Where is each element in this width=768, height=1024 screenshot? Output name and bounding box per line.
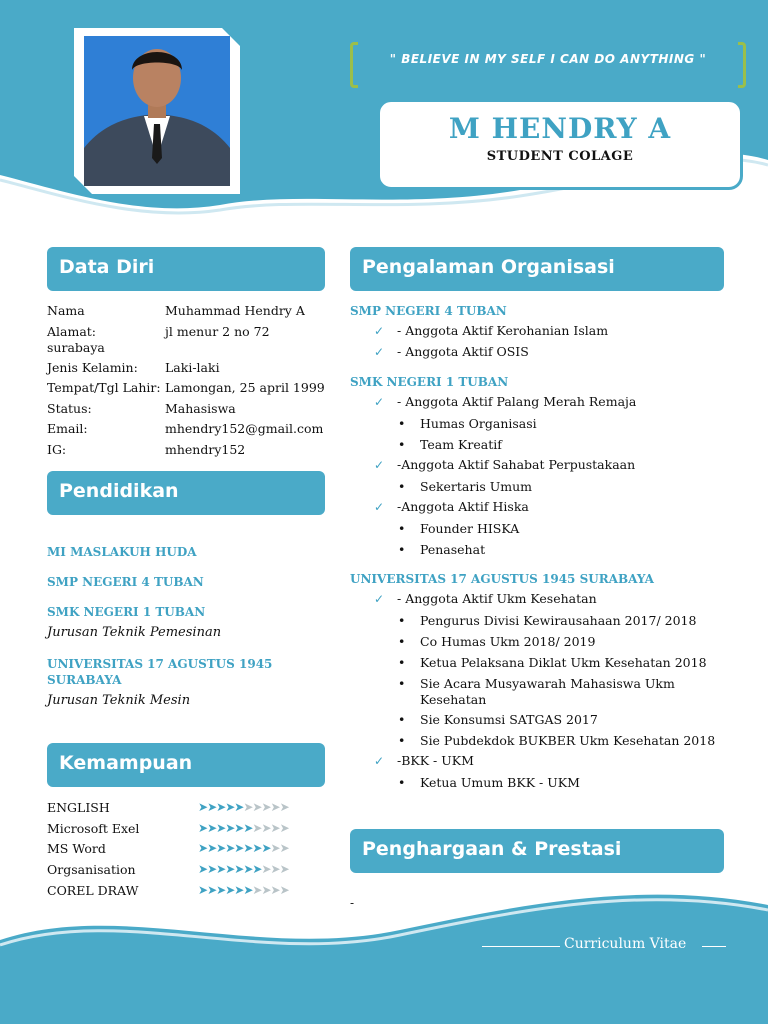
skill-row bbox=[47, 800, 317, 820]
bullet-icon: • bbox=[398, 416, 406, 431]
chevron-right-icon: ➤ bbox=[216, 862, 226, 876]
org-bullet-item: • Sie Pubdekdok BUKBER Ukm Kesehatan 2018 bbox=[398, 733, 716, 748]
info-row-ig bbox=[47, 442, 337, 463]
org-bullet-item: • Co Humas Ukm 2018/ 2019 bbox=[398, 634, 596, 649]
check-icon: ✓ bbox=[374, 500, 385, 514]
bullet-icon: • bbox=[398, 634, 406, 649]
bullet-icon: • bbox=[398, 437, 406, 452]
info-label: Status: bbox=[47, 400, 92, 416]
edu-major: Jurusan Teknik Mesin bbox=[47, 693, 191, 708]
skill-level-bar bbox=[198, 883, 289, 897]
chevron-right-icon: ➤ bbox=[279, 862, 289, 876]
info-value: jl menur 2 no 72 bbox=[165, 323, 270, 339]
skill-row bbox=[47, 821, 317, 841]
chevron-right-icon: ➤ bbox=[243, 883, 253, 897]
chevron-right-icon: ➤ bbox=[216, 883, 226, 897]
org-bullet-item: • Sie Konsumsi SATGAS 2017 bbox=[398, 712, 598, 727]
chevron-right-icon: ➤ bbox=[216, 841, 226, 855]
chevron-right-icon: ➤ bbox=[198, 821, 208, 835]
bullet-icon: • bbox=[398, 479, 406, 494]
chevron-right-icon: ➤ bbox=[234, 800, 244, 814]
chevron-right-icon: ➤ bbox=[279, 841, 289, 855]
chevron-right-icon: ➤ bbox=[225, 862, 235, 876]
section-organisasi: Pengalaman Organisasi bbox=[350, 247, 724, 291]
motto-text: " BELIEVE IN MY SELF I CAN DO ANYTHING " bbox=[389, 52, 707, 66]
org-check-item: ✓ -BKK - UKM bbox=[374, 753, 474, 768]
chevron-right-icon: ➤ bbox=[261, 883, 271, 897]
info-row-alamat bbox=[47, 324, 337, 360]
edu-school: SMP NEGERI 4 TUBAN bbox=[47, 575, 204, 589]
chevron-right-icon: ➤ bbox=[234, 862, 244, 876]
role-title: STUDENT COLAGE bbox=[486, 149, 634, 164]
skill-row bbox=[47, 862, 317, 882]
chevron-right-icon: ➤ bbox=[198, 800, 208, 814]
left-bracket bbox=[350, 42, 358, 88]
info-value: Mahasiswa bbox=[165, 400, 236, 416]
chevron-right-icon: ➤ bbox=[207, 841, 217, 855]
org-school: SMK NEGERI 1 TUBAN bbox=[350, 375, 509, 389]
org-school: UNIVERSITAS 17 AGUSTUS 1945 SURABAYA bbox=[350, 572, 654, 586]
org-bullet-item: • Sie Acara Musyawarah Mahasiswa Ukm Kesehatan bbox=[398, 676, 675, 707]
org-bullet-item: • Ketua Pelaksana Diklat Ukm Kesehatan 2018 bbox=[398, 655, 707, 670]
chevron-right-icon: ➤ bbox=[243, 862, 253, 876]
org-bullet-item: • Humas Organisasi bbox=[398, 416, 537, 431]
skill-level-bar bbox=[198, 800, 289, 814]
edu-school: UNIVERSITAS 17 AGUSTUS 1945 SURABAYA bbox=[47, 657, 273, 687]
org-check-item: ✓ -Anggota Aktif Sahabat Perpustakaan bbox=[374, 457, 636, 472]
org-bullet-item: • Ketua Umum BKK - UKM bbox=[398, 775, 580, 790]
bullet-icon: • bbox=[398, 521, 406, 536]
info-label: Alamat: bbox=[47, 323, 97, 339]
info-value: mhendry152 bbox=[165, 441, 246, 457]
skill-level-bar bbox=[198, 862, 289, 876]
chevron-right-icon: ➤ bbox=[198, 841, 208, 855]
chevron-right-icon: ➤ bbox=[207, 883, 217, 897]
bullet-icon: • bbox=[398, 676, 406, 691]
footer-text: Curriculum Vitae bbox=[564, 936, 687, 952]
chevron-right-icon: ➤ bbox=[234, 841, 244, 855]
motto-box bbox=[350, 42, 746, 88]
chevron-right-icon: ➤ bbox=[261, 862, 271, 876]
chevron-right-icon: ➤ bbox=[252, 841, 262, 855]
info-row-ttl bbox=[47, 380, 337, 401]
edu-item bbox=[47, 656, 287, 708]
check-icon: ✓ bbox=[374, 395, 385, 409]
info-row-jk bbox=[47, 360, 337, 381]
skill-name: Orgsanisation bbox=[47, 862, 136, 877]
chevron-right-icon: ➤ bbox=[234, 883, 244, 897]
section-data-diri: Data Diri bbox=[47, 247, 325, 291]
edu-item bbox=[47, 544, 337, 560]
skill-level-bar bbox=[198, 841, 289, 855]
personal-info bbox=[47, 303, 337, 462]
bullet-icon: • bbox=[398, 613, 406, 628]
org-check-item: ✓ - Anggota Aktif Ukm Kesehatan bbox=[374, 591, 597, 606]
organisation-list bbox=[350, 302, 730, 794]
chevron-right-icon: ➤ bbox=[198, 883, 208, 897]
chevron-right-icon: ➤ bbox=[279, 821, 289, 835]
info-value-city: surabaya bbox=[47, 339, 105, 355]
chevron-right-icon: ➤ bbox=[216, 800, 226, 814]
chevron-right-icon: ➤ bbox=[270, 821, 280, 835]
chevron-right-icon: ➤ bbox=[279, 883, 289, 897]
org-check-item: ✓ - Anggota Aktif Palang Merah Remaja bbox=[374, 394, 637, 409]
skill-row bbox=[47, 883, 317, 903]
info-label: Tempat/Tgl Lahir: bbox=[47, 380, 161, 395]
skill-name: ENGLISH bbox=[47, 800, 110, 815]
info-value: Lamongan, 25 april 1999 bbox=[165, 380, 325, 395]
check-icon: ✓ bbox=[374, 458, 385, 472]
org-check-item: ✓ - Anggota Aktif Kerohanian Islam bbox=[374, 323, 609, 338]
org-check-item: ✓ -Anggota Aktif Hiska bbox=[374, 499, 529, 514]
bullet-icon: • bbox=[398, 733, 406, 748]
info-row-email bbox=[47, 421, 337, 442]
right-bracket bbox=[738, 42, 746, 88]
prestasi-content: - bbox=[350, 896, 355, 910]
chevron-right-icon: ➤ bbox=[243, 841, 253, 855]
check-icon: ✓ bbox=[374, 592, 385, 606]
chevron-right-icon: ➤ bbox=[234, 821, 244, 835]
chevron-right-icon: ➤ bbox=[225, 800, 235, 814]
chevron-right-icon: ➤ bbox=[270, 883, 280, 897]
chevron-right-icon: ➤ bbox=[270, 841, 280, 855]
chevron-right-icon: ➤ bbox=[243, 821, 253, 835]
edu-school: MI MASLAKUH HUDA bbox=[47, 545, 197, 559]
section-prestasi: Penghargaan & Prestasi bbox=[350, 829, 724, 873]
footer-line-left bbox=[482, 946, 560, 947]
chevron-right-icon: ➤ bbox=[198, 862, 208, 876]
profile-photo bbox=[74, 28, 240, 194]
skill-level-bar bbox=[198, 821, 289, 835]
chevron-right-icon: ➤ bbox=[207, 862, 217, 876]
chevron-right-icon: ➤ bbox=[261, 821, 271, 835]
check-icon: ✓ bbox=[374, 754, 385, 768]
chevron-right-icon: ➤ bbox=[207, 821, 217, 835]
skill-row bbox=[47, 841, 317, 861]
edu-major: Jurusan Teknik Pemesinan bbox=[47, 625, 222, 640]
org-bullet-item: • Penasehat bbox=[398, 542, 486, 557]
org-school: SMP NEGERI 4 TUBAN bbox=[350, 304, 507, 318]
org-bullet-item: • Founder HISKA bbox=[398, 521, 520, 536]
edu-school: SMK NEGERI 1 TUBAN bbox=[47, 605, 206, 619]
org-bullet-item: • Team Kreatif bbox=[398, 437, 502, 452]
chevron-right-icon: ➤ bbox=[270, 800, 280, 814]
chevron-right-icon: ➤ bbox=[270, 862, 280, 876]
bullet-icon: • bbox=[398, 542, 406, 557]
chevron-right-icon: ➤ bbox=[279, 800, 289, 814]
section-kemampuan: Kemampuan bbox=[47, 743, 325, 787]
bullet-icon: • bbox=[398, 655, 406, 670]
chevron-right-icon: ➤ bbox=[261, 841, 271, 855]
skill-name: MS Word bbox=[47, 841, 106, 856]
info-value: Laki-laki bbox=[165, 359, 220, 375]
info-label: Jenis Kelamin: bbox=[47, 359, 138, 375]
section-pendidikan: Pendidikan bbox=[47, 471, 325, 515]
info-value: Muhammad Hendry A bbox=[165, 303, 305, 318]
info-row-nama bbox=[47, 303, 337, 324]
footer-line-right bbox=[702, 946, 726, 947]
chevron-right-icon: ➤ bbox=[252, 883, 262, 897]
chevron-right-icon: ➤ bbox=[261, 800, 271, 814]
org-bullet-item: • Sekertaris Umum bbox=[398, 479, 533, 494]
info-label: Email: bbox=[47, 421, 88, 436]
bullet-icon: • bbox=[398, 712, 406, 727]
info-label: IG: bbox=[47, 441, 67, 457]
skill-name: COREL DRAW bbox=[47, 883, 139, 898]
info-row-status bbox=[47, 401, 337, 422]
chevron-right-icon: ➤ bbox=[252, 800, 262, 814]
org-check-item: ✓ - Anggota Aktif OSIS bbox=[374, 344, 529, 359]
name-card bbox=[377, 99, 743, 190]
org-bullet-item: • Pengurus Divisi Kewirausahaan 2017/ 2018 bbox=[398, 613, 697, 628]
skill-name: Microsoft Exel bbox=[47, 821, 140, 836]
chevron-right-icon: ➤ bbox=[216, 821, 226, 835]
chevron-right-icon: ➤ bbox=[225, 841, 235, 855]
bullet-icon: • bbox=[398, 775, 406, 790]
full-name: M HENDRY A bbox=[448, 112, 672, 145]
edu-item bbox=[47, 604, 337, 640]
chevron-right-icon: ➤ bbox=[252, 821, 262, 835]
chevron-right-icon: ➤ bbox=[243, 800, 253, 814]
chevron-right-icon: ➤ bbox=[225, 821, 235, 835]
info-label: Nama bbox=[47, 303, 85, 318]
check-icon: ✓ bbox=[374, 345, 385, 359]
check-icon: ✓ bbox=[374, 324, 385, 338]
chevron-right-icon: ➤ bbox=[252, 862, 262, 876]
edu-item bbox=[47, 574, 337, 590]
footer bbox=[482, 936, 726, 956]
info-value: mhendry152@gmail.com bbox=[165, 421, 324, 436]
chevron-right-icon: ➤ bbox=[207, 800, 217, 814]
chevron-right-icon: ➤ bbox=[225, 883, 235, 897]
